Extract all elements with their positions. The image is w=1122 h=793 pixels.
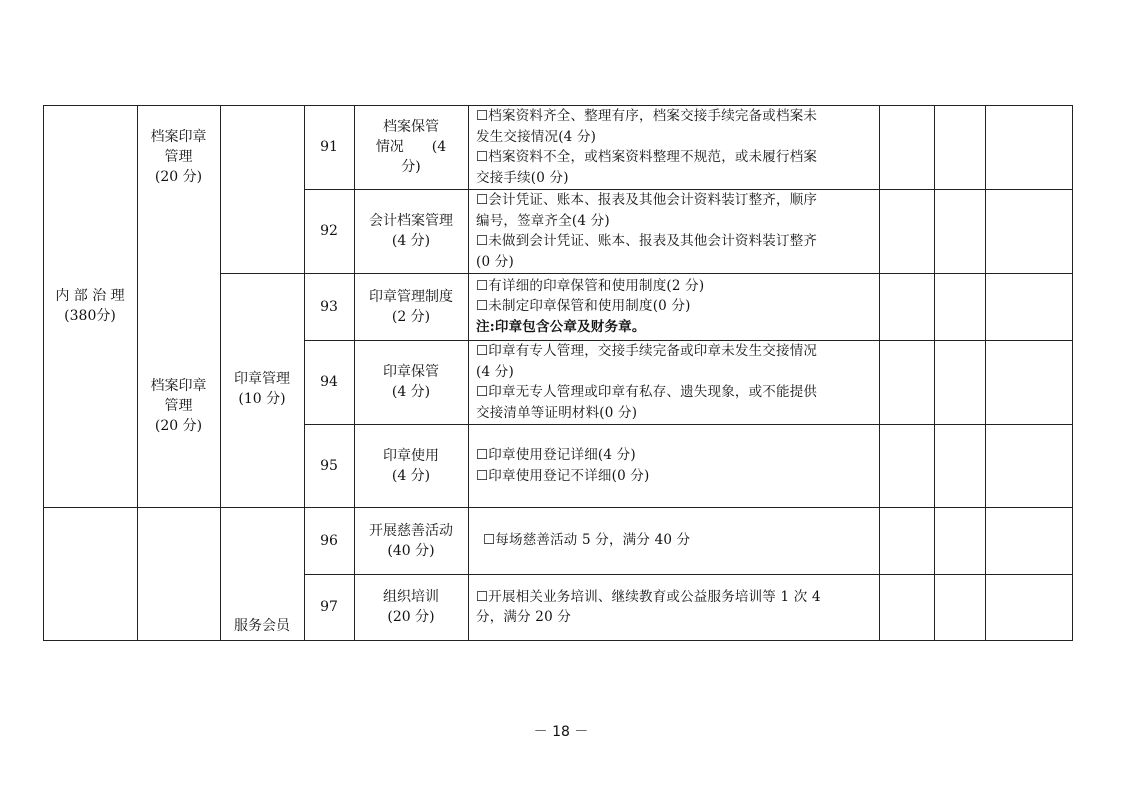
row-97-criteria — [476, 574, 874, 640]
row-94-item-line1: 印章保管 — [383, 364, 439, 380]
row-91-criteria-line1: ☐档案资料齐全、整理有序，档案交接手续完备或档案未 — [476, 108, 818, 124]
row-92-criteria-line3: ☐未做到会计凭证、账本、报表及其他会计资料装订整齐 — [476, 233, 818, 249]
row-92-item-line1: 会计档案管理 — [369, 213, 453, 229]
row-93-criteria — [476, 273, 874, 340]
table-border-bottom — [43, 640, 1073, 641]
row-92-item — [354, 189, 468, 273]
row-95-criteria — [476, 424, 874, 507]
row-92-number: 92 — [320, 223, 338, 239]
row-92-criteria-line1: ☐会计凭证、账本、报表及其他会计资料装订整齐，顺序 — [476, 192, 818, 208]
row-93-number: 93 — [320, 298, 338, 315]
row-92-criteria — [476, 189, 874, 273]
row-97-number: 97 — [320, 599, 338, 615]
category-level1-score: (380分) — [64, 308, 116, 324]
row-95-item-line1: 印章使用 — [383, 447, 439, 464]
row-96-item-line2: (40 分) — [387, 542, 435, 559]
row-91-criteria-line4: 交接手续(0 分) — [476, 169, 569, 186]
category-level2-mid-line3: (20 分) — [154, 418, 203, 434]
category-level2-top-line3: (20 分) — [154, 169, 203, 185]
row-91-item — [354, 105, 468, 189]
category-level3-seal — [220, 367, 304, 411]
category-level2-mid — [137, 375, 220, 437]
category-level2-top — [137, 127, 220, 187]
category-level3-seal-line1: 印章管理 — [234, 371, 290, 387]
row-97-item-line1: 组织培训 — [383, 589, 439, 605]
category-level1 — [43, 105, 137, 507]
row-96-item-line1: 开展慈善活动 — [369, 522, 453, 539]
row-93-item — [354, 273, 468, 340]
col-border-8 — [985, 105, 986, 641]
row-94-item-line2: (4 分) — [391, 384, 431, 400]
row-94-criteria — [476, 340, 874, 424]
row-93-note: 注:印章包含公章及财务章。 — [476, 318, 646, 335]
row-94-criteria-line3: ☐印章无专人管理或印章有私存、遗失现象，或不能提供 — [476, 384, 818, 400]
row-92-criteria-line4: (0 分) — [476, 253, 514, 270]
row-91-criteria — [476, 105, 874, 189]
category-level3-service-line1: 服务会员 — [234, 618, 290, 634]
row-95-criteria-line1: ☐印章使用登记详细(4 分) — [476, 447, 636, 463]
page-number: － 18 － — [533, 724, 589, 740]
evaluation-table — [43, 105, 1073, 641]
row-94-criteria-line4: 交接清单等证明材料(0 分) — [476, 404, 638, 421]
category-level3-service — [220, 615, 304, 637]
category-level2-top-line2: 管理 — [164, 149, 193, 165]
row-97-item-line2: (20 分) — [387, 609, 435, 625]
row-97-criteria-line2: 分，满分 20 分 — [476, 609, 572, 625]
category-level2-mid-line2: 管理 — [164, 398, 193, 414]
row-93-item-line2: (2 分) — [391, 308, 431, 325]
row-92-criteria-line2: 编号，签章齐全(4 分) — [476, 212, 610, 229]
row-96-number: 96 — [320, 532, 338, 549]
category-level2-top-line1: 档案印章 — [150, 129, 207, 145]
row-91-criteria-line2: 发生交接情况(4 分) — [476, 128, 597, 145]
row-93-item-line1: 印章管理制度 — [369, 288, 453, 305]
row-96-criteria — [476, 507, 881, 574]
row-92-item-line2: (4 分) — [391, 233, 431, 249]
col-border-5 — [468, 105, 469, 641]
row-93-criteria-line1: ☐有详细的印章保管和使用制度(2 分) — [476, 277, 705, 294]
row-95-criteria-line2: ☐印章使用登记不详细(0 分) — [476, 467, 650, 484]
row-95-number: 95 — [320, 457, 338, 474]
col-border-7 — [934, 105, 935, 641]
category-level3-seal-line2: (10 分) — [238, 391, 286, 407]
row-95-item — [354, 424, 468, 507]
row-94-criteria-line1: ☐印章有专人管理，交接手续完备或印章未发生交接情况 — [476, 343, 818, 359]
category-level1-label: 内 部 治 理 — [55, 288, 125, 304]
row-97-item — [354, 574, 468, 640]
row-94-item — [354, 340, 468, 424]
row-93-criteria-line2: ☐未制定印章保管和使用制度(0 分) — [476, 298, 691, 315]
row-91-number: 91 — [320, 139, 338, 155]
row-91-criteria-line3: ☐档案资料不全，或档案资料整理不规范，或未履行档案 — [476, 149, 818, 165]
row-96-item — [354, 507, 468, 574]
category-level2-mid-line1: 档案印章 — [150, 378, 207, 394]
row-94-criteria-line2: (4 分) — [476, 363, 514, 380]
row-97-criteria-line1: ☐开展相关业务培训、继续教育或公益服务培训等 1 次 4 — [476, 588, 821, 605]
col-border-9 — [1072, 105, 1073, 641]
row-95-item-line2: (4 分) — [391, 467, 431, 484]
row-91-item-line1: 档案保管 — [383, 119, 439, 135]
row-96-criteria-line1: ☐每场慈善活动 5 分，满分 40 分 — [483, 532, 691, 549]
row-91-item-line3: 分) — [401, 159, 421, 175]
row-94-number: 94 — [320, 374, 338, 390]
row-91-item-line2: 情况 (4 — [375, 139, 447, 155]
